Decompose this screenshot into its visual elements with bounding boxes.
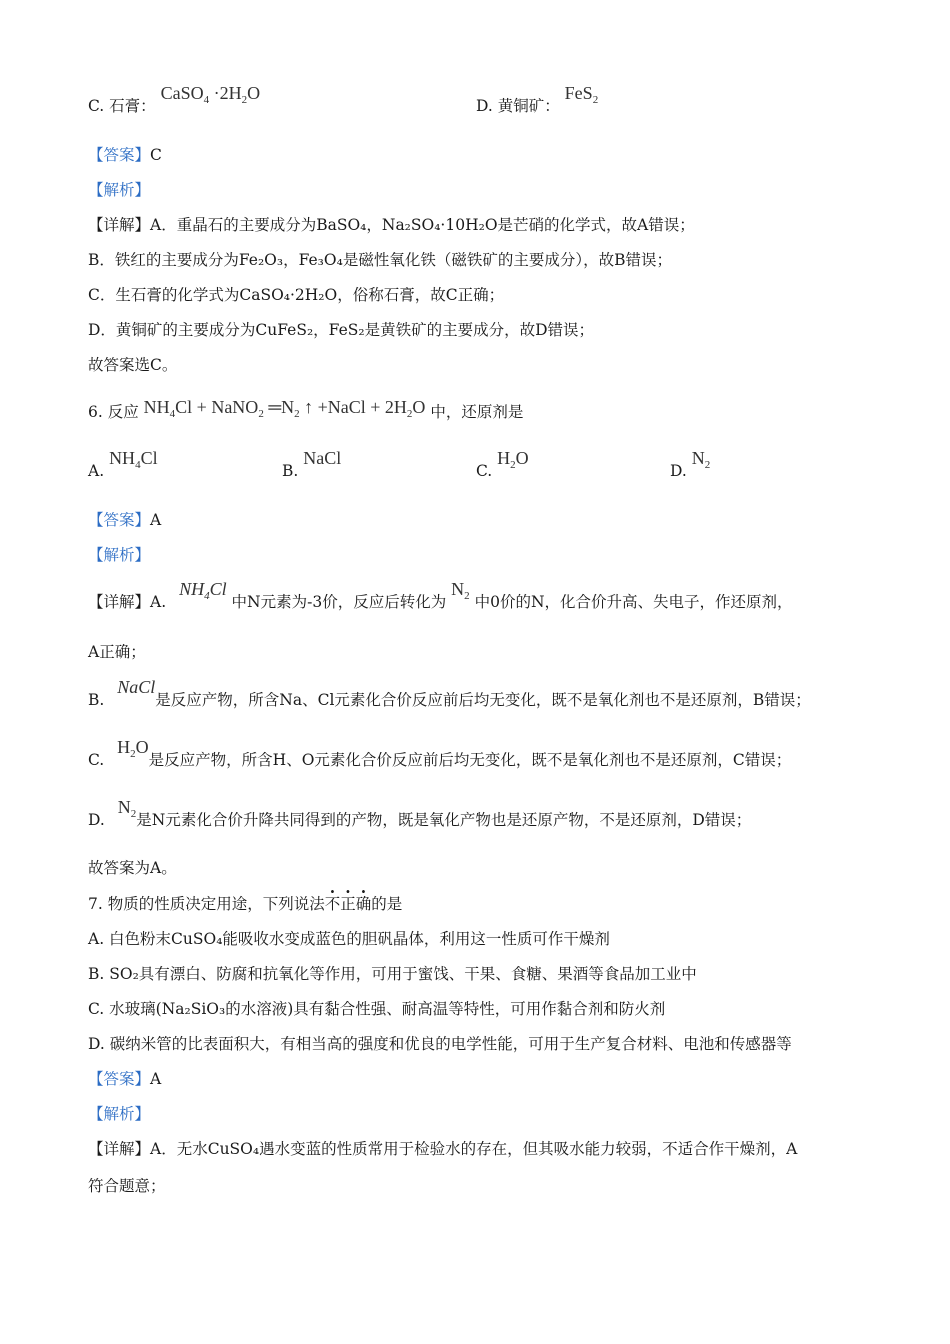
formula-nacl-italic: NaCl: [117, 677, 156, 697]
detail-text: 是反应产物，所含H、O元素化合价反应前后均无变化，既不是氧化剂也不是还原剂，C错误；: [148, 751, 792, 769]
answer-label: 【答案】: [88, 511, 151, 529]
answer-value: A: [150, 511, 162, 529]
q6-explanation-a: [88, 579, 793, 614]
detail-text: A．无水CuSO₄遇水变蓝的性质常用于检验水的存在，但其吸水能力较弱，不适合作干燥剂，A: [150, 1140, 798, 1158]
formula-h2o: $H_2O$: [117, 737, 149, 760]
answer-label: 【答案】: [88, 146, 151, 164]
formula-nacl: NaCl: [303, 448, 342, 468]
detail-text: 中0价的N，化合价升高、失电子，作还原剂，: [474, 593, 793, 611]
question-suffix: 中，还原剂是: [430, 403, 524, 421]
emphasis-dotted-text: [325, 895, 372, 913]
emphasis-char: 确: [355, 895, 372, 913]
q6-option-c: [476, 448, 529, 483]
detail-label: 【详解】: [88, 216, 151, 234]
q6-explanation-c: [88, 737, 792, 772]
q7-option-d: D. 碳纳米管的比表面积大，有相当高的强度和优良的电学性能，可用于生产复合材料、电池和传感器等: [88, 1035, 792, 1053]
detail-text: 是反应产物，所含Na、Cl元素化合价反应前后均无变化，既不是氧化剂也不是还原剂，B错误；: [155, 691, 811, 709]
q7-option-b: B. SO₂具有漂白、防腐和抗氧化等作用，可用于蜜饯、干果、食糖、果酒等食品加工业中: [88, 965, 697, 983]
q6-explanation-d: [88, 797, 752, 832]
option-label: B.: [88, 691, 105, 709]
q6-explanation-b: [88, 677, 811, 710]
q7-explanation-a-cont: 符合题意；: [88, 1177, 166, 1195]
option-label: C.: [476, 462, 493, 480]
detail-text: A．重晶石的主要成分为BaSO₄，Na₂SO₄·10H₂O是芒硝的化学式，故A错误；: [150, 216, 695, 234]
option-label: A.: [150, 593, 167, 611]
formula-h2o: $H_2O$: [497, 448, 529, 471]
q6-option-a: [88, 448, 158, 483]
formula-fes2: FeS$_2$: [564, 83, 599, 106]
question-number: 6. 反应: [88, 403, 139, 421]
detail-text: 中N元素为-3价，反应后转化为: [231, 593, 447, 611]
option-label: A.: [88, 462, 105, 480]
q7-option-a: A. 白色粉末CuSO₄能吸收水变成蓝色的胆矾晶体，利用这一性质可作干燥剂: [88, 930, 610, 948]
q6-equation: $NH_4Cl$ + NaNO$_2$ $═N_2$ ↑ +NaCl + $2H_2O$: [143, 397, 426, 420]
answer-q6: [88, 508, 161, 530]
analysis-label-q6: 【解析】: [88, 546, 151, 564]
q7-option-c: C. 水玻璃(Na₂SiO₃的水溶液)具有黏合性强、耐高温等特性，可用作黏合剂和防火剂: [88, 1000, 666, 1018]
option-label: B.: [282, 462, 299, 480]
q5-option-c: [88, 83, 261, 118]
option-label: C.: [88, 751, 105, 769]
detail-text: 是N元素化合价升降共同得到的产物，既是氧化产物也是还原产物，不是还原剂，D错误；: [136, 811, 752, 829]
answer-value: A: [150, 1070, 162, 1088]
formula-caso4-2h2o: CaSO$_4$ $\cdot 2H_2O$: [160, 83, 261, 106]
q7-explanation-a: [88, 1137, 797, 1159]
formula-nh4cl: $NH_4Cl$: [109, 448, 158, 471]
formula-nh4cl-italic: $NH_4Cl$: [179, 579, 227, 602]
option-label: D. 黄铜矿：: [476, 97, 560, 115]
detail-label: 【详解】: [88, 593, 151, 611]
answer-q5: [88, 143, 162, 165]
q7-stem: [88, 892, 402, 914]
q6-stem: [88, 397, 524, 424]
q6-conclusion: 故答案为A。: [88, 859, 177, 877]
q6-option-d: [670, 448, 711, 483]
option-label: D.: [670, 462, 687, 480]
q5-explanation-d: D．黄铜矿的主要成分为CuFeS₂，FeS₂是黄铁矿的主要成分，故D错误；: [88, 321, 595, 339]
formula-n2: $N_2$: [451, 579, 470, 602]
q6-explanation-a-cont: A正确；: [88, 643, 146, 661]
formula-n2: $N_2$: [117, 797, 137, 820]
question-text: 7. 物质的性质决定用途，下列说法: [88, 895, 325, 913]
q5-explanation-b: B．铁红的主要成分为Fe₂O₃，Fe₃O₄是磁性氧化铁（磁铁矿的主要成分），故B错误；: [88, 251, 672, 269]
q5-conclusion: 故答案选C。: [88, 356, 178, 374]
q5-explanation-a: [88, 213, 695, 235]
analysis-label-q5: 【解析】: [88, 181, 151, 199]
emphasis-char: 不: [324, 895, 341, 913]
answer-value: C: [150, 146, 162, 164]
option-label: C. 石膏：: [88, 97, 156, 115]
question-text: 的是: [371, 895, 403, 913]
answer-label: 【答案】: [88, 1070, 151, 1088]
formula-n2: $N_2$: [691, 448, 711, 471]
q5-option-d: [476, 83, 599, 118]
emphasis-char: 正: [340, 895, 356, 913]
q5-explanation-c: C．生石膏的化学式为CaSO₄·2H₂O，俗称石膏，故C正确；: [88, 286, 505, 304]
answer-q7: [88, 1067, 161, 1089]
detail-label: 【详解】: [88, 1140, 151, 1158]
q6-option-b: [282, 448, 342, 481]
option-label: D.: [88, 811, 105, 829]
analysis-label-q7: 【解析】: [88, 1105, 151, 1123]
